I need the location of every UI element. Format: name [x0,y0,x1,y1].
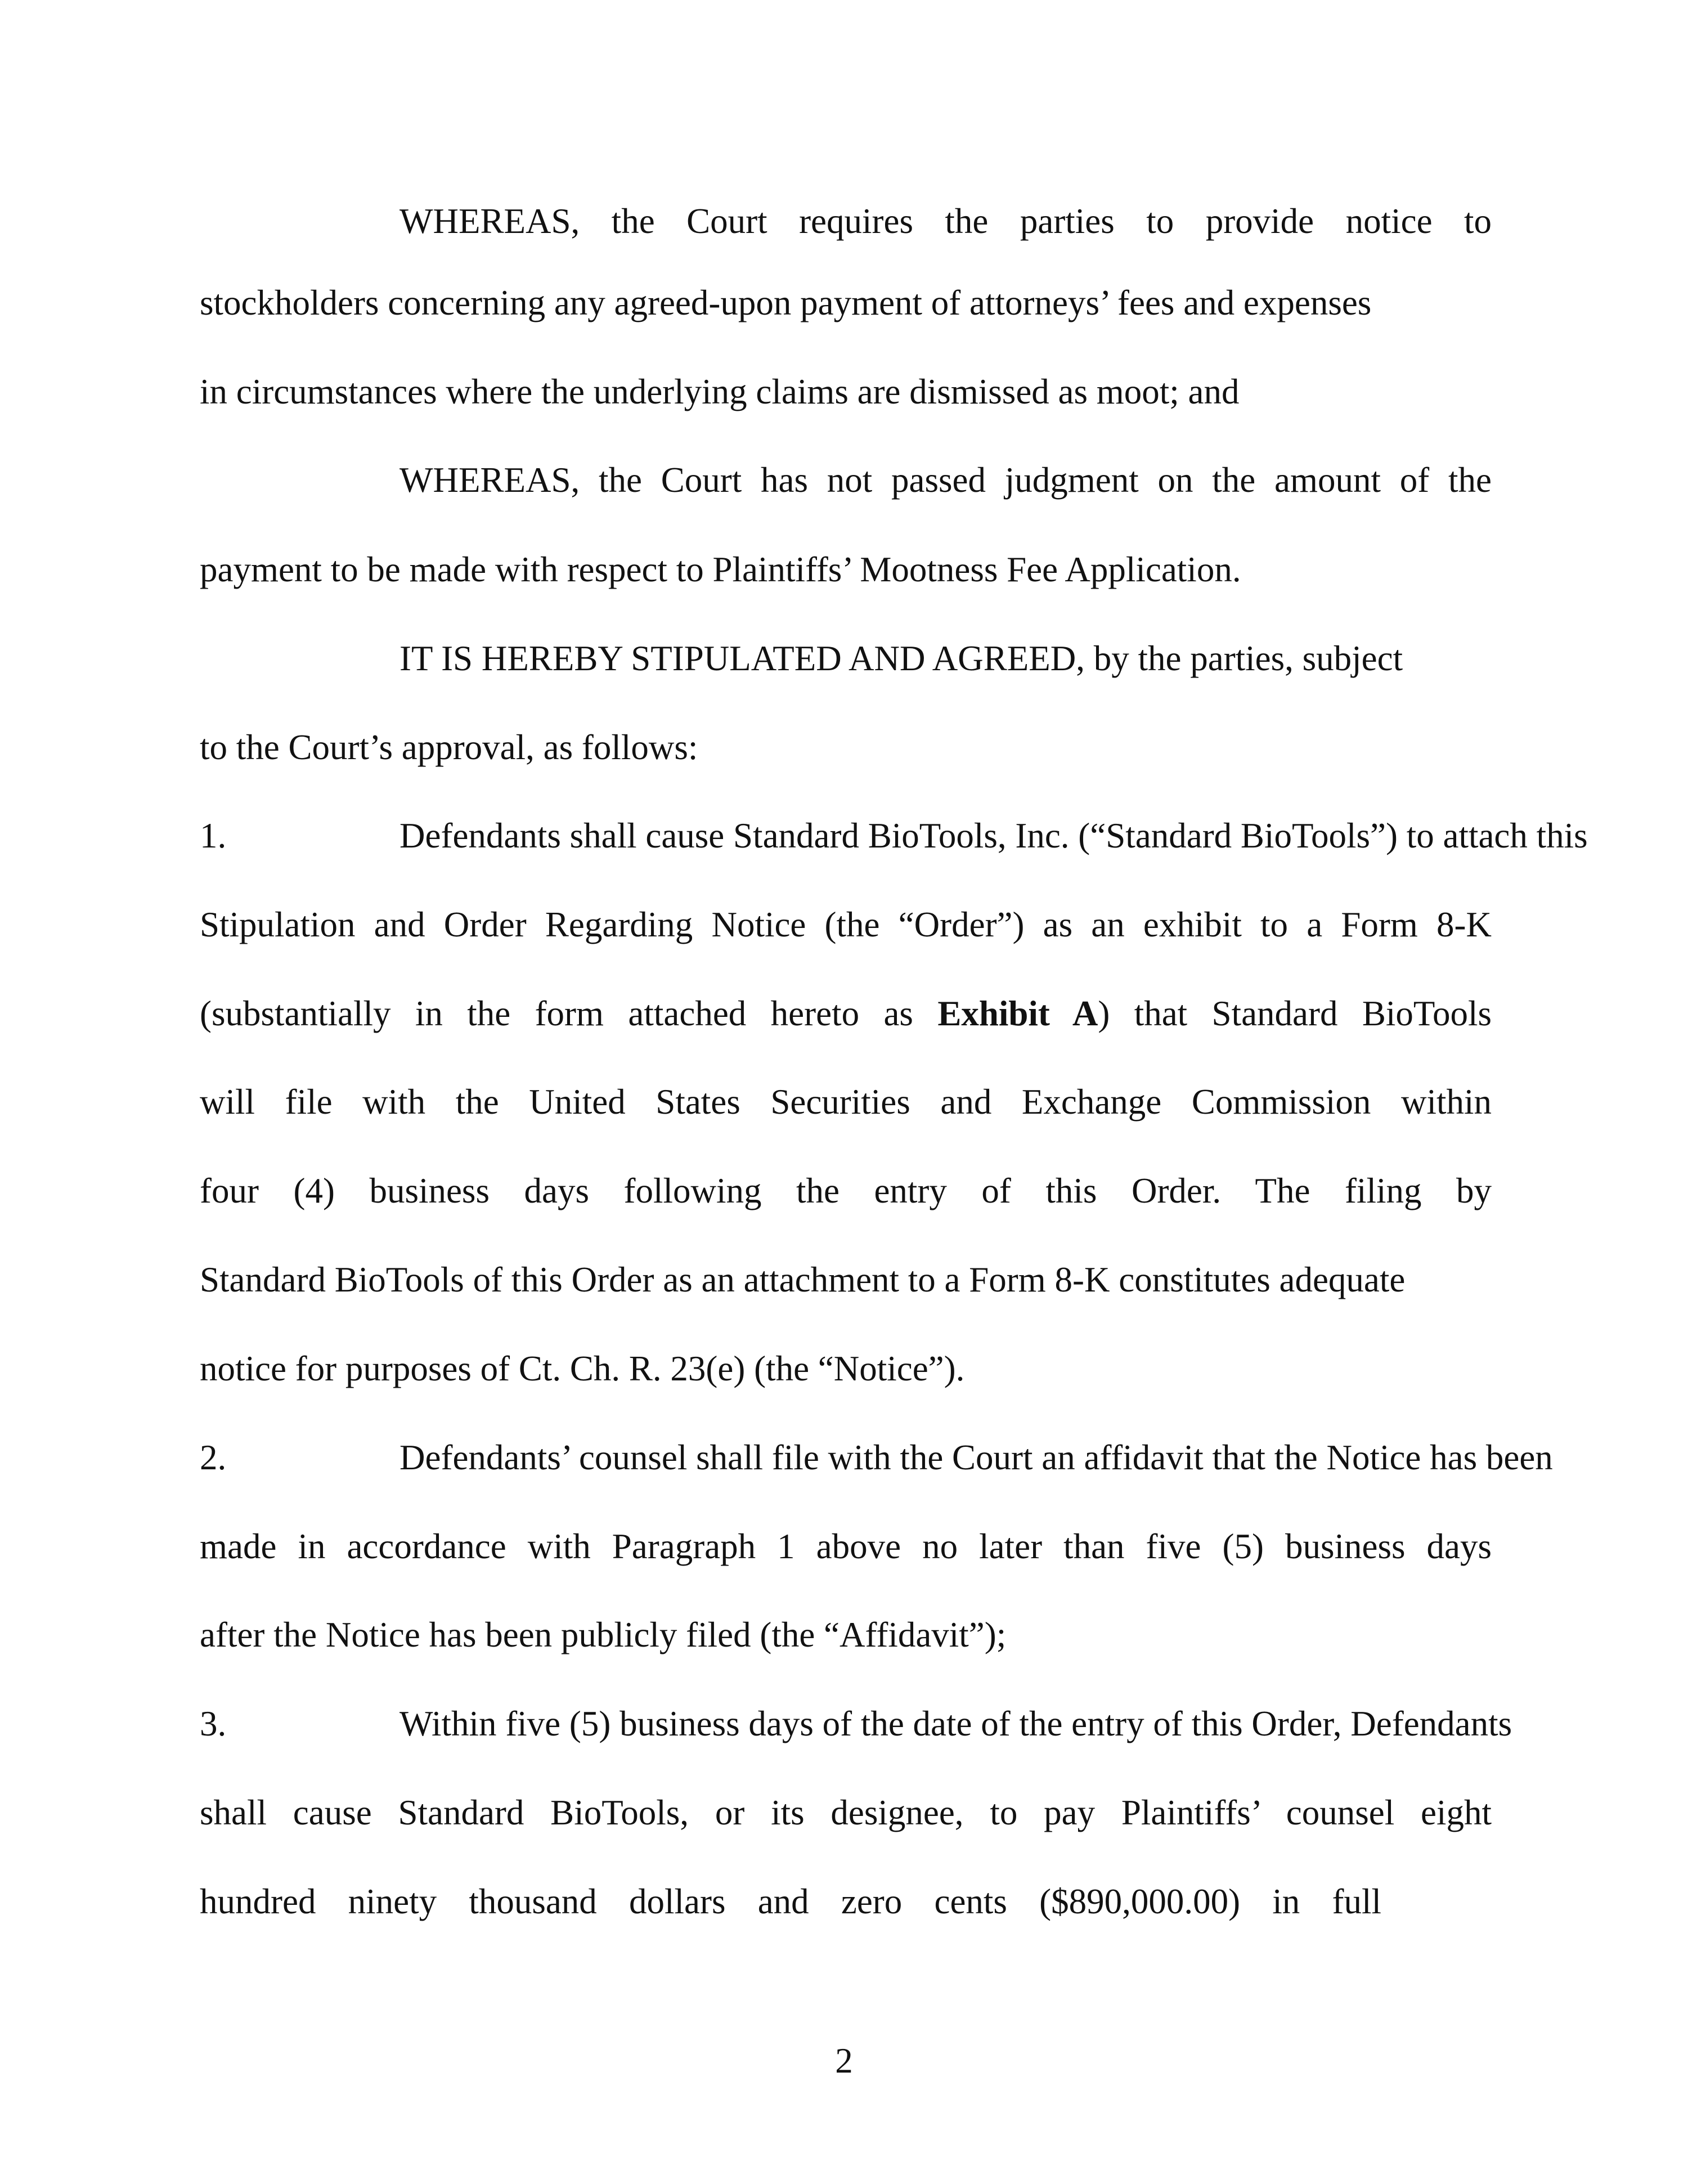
paragraph-1-line-1: Defendants shall cause Standard BioTools, Inc. (“Standard BioTools”) to attach this [399,816,1588,855]
whereas-2-line-2: payment to be made with respect to Plaintiffs’ Mootness Fee Application. [200,550,1241,589]
paragraph-1-number: 1. [200,816,227,855]
whereas-2-line-1: WHEREAS, the Court has not passed judgment on the amount of the [399,460,1492,500]
paragraph-1-line-3-start: (substantially in the form attached hereto as [200,994,913,1033]
page-number: 2 [835,2041,853,2080]
exhibit-a-reference: Exhibit A [937,994,1098,1033]
paragraph-3-line-1: Within five (5) business days of the date of the entry of this Order, Defendants [399,1704,1512,1743]
whereas-1-line-3: in circumstances where the underlying claims are dismissed as moot; and [200,372,1240,411]
whereas-1-line-2: stockholders concerning any agreed-upon payment of attorneys’ fees and expenses [200,283,1372,322]
paragraph-3-line-2: shall cause Standard BioTools, or its designee, to pay Plaintiffs’ counsel eight [200,1793,1492,1832]
paragraph-1-line-3 [200,991,1492,1036]
paragraph-2-number: 2. [200,1438,227,1477]
paragraph-1-line-2: Stipulation and Order Regarding Notice (the “Order”) as an exhibit to a Form 8-K [200,905,1492,944]
paragraph-1-line-3-end: ) that Standard BioTools [1098,994,1492,1033]
paragraph-2-line-2: made in accordance with Paragraph 1 above no later than five (5) business days [200,1527,1492,1566]
whereas-1-line-1: WHEREAS, the Court requires the parties to provide notice to [399,201,1492,241]
stipulation-line-1: IT IS HEREBY STIPULATED AND AGREED, by the parties, subject [399,639,1403,678]
paragraph-3-number: 3. [200,1704,227,1743]
paragraph-1-line-5: four (4) business days following the entry of this Order. The filing by [200,1171,1492,1210]
stipulation-line-2: to the Court’s approval, as follows: [200,728,698,767]
paragraph-3-line-3: hundred ninety thousand dollars and zero cents ($890,000.00) in full [200,1882,1381,1921]
paragraph-2-line-3: after the Notice has been publicly filed (the “Affidavit”); [200,1615,1007,1654]
paragraph-1-line-6: Standard BioTools of this Order as an attachment to a Form 8-K constitutes adequate [200,1260,1406,1299]
paragraph-2-line-1: Defendants’ counsel shall file with the Court an affidavit that the Notice has been [399,1438,1553,1477]
paragraph-1-line-7: notice for purposes of Ct. Ch. R. 23(e) (the “Notice”). [200,1349,965,1388]
paragraph-1-line-4: will file with the United States Securities and Exchange Commission within [200,1082,1492,1122]
